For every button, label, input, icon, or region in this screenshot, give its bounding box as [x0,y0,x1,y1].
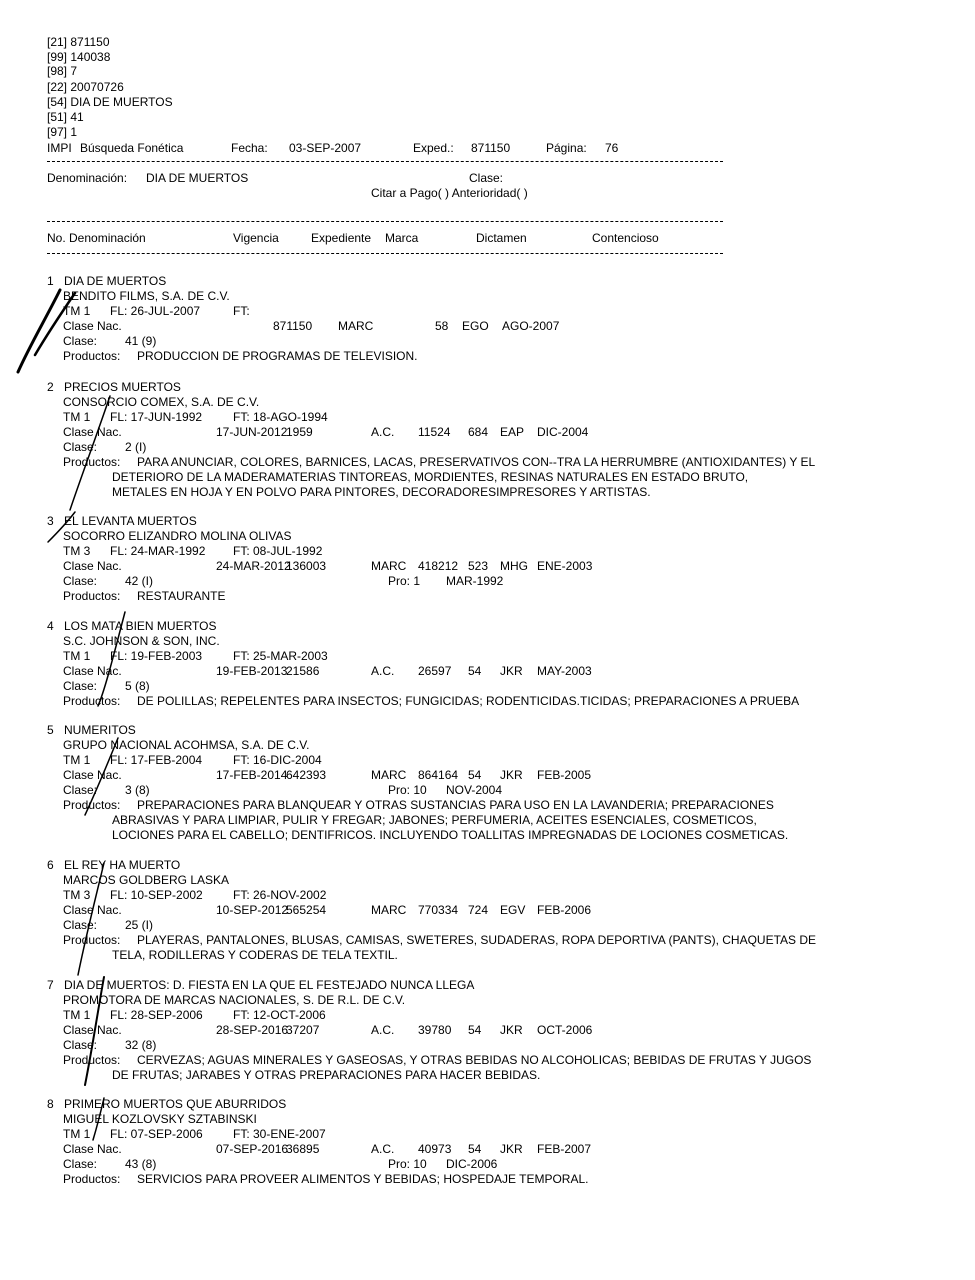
column-header: Dictamen [476,231,527,245]
record-dictamen-date: FEB-2007 [537,1142,592,1156]
record-fl: FL: 26-JUL-2007 [110,304,201,318]
record-dictamen-date: DIC-2004 [537,425,589,439]
record-pro-date: NOV-2004 [446,783,503,797]
record-marca: MARC [371,559,407,573]
record-clase-nac: Clase Nac. [63,903,122,917]
record-ft: FT: [233,304,250,318]
record-clase-nac: Clase Nac. [63,664,122,678]
record-clase-value: 41 (9) [125,334,157,348]
record-clase-nac: Clase Nac. [63,768,122,782]
fecha-value: 03-SEP-2007 [289,141,362,155]
record-examiner: JKR [500,1023,523,1037]
record-pro-date: DIC-2006 [446,1157,498,1171]
record-dictamen: 54 [468,768,482,782]
record-expediente: 1959 [286,425,313,439]
record-ft: FT: 30-ENE-2007 [233,1127,326,1141]
divider [47,253,723,254]
record-pro: Pro: 1 [388,574,421,588]
header-code: [98] 7 [47,64,78,78]
column-header: No. Denominación [47,231,146,245]
record-productos-line: METALES EN HOJA Y EN POLVO PARA PINTORES, DECORADORESIMPRESORES Y ARTISTAS. [112,485,651,499]
record-ft: FT: 12-OCT-2006 [233,1008,326,1022]
column-header: Expediente [311,231,372,245]
record-productos-label: Productos: [63,589,121,603]
record-examiner: EGV [500,903,526,917]
record-marca: A.C. [371,664,395,678]
record-ft: FT: 18-AGO-1994 [233,410,328,424]
record-vigencia: 28-SEP-2016 [216,1023,289,1037]
record-marca: A.C. [371,425,395,439]
check-mark-stroke [18,290,60,372]
record-number: 5 [47,723,54,737]
citar-text: Citar a Pago( ) Anterioridad( ) [371,186,528,200]
record-pro: Pro: 10 [388,1157,427,1171]
record-vigencia: 07-SEP-2016 [216,1142,289,1156]
record-ft: FT: 08-JUL-1992 [233,544,323,558]
header-code: [51] 41 [47,110,84,124]
record-clase-value: 43 (8) [125,1157,157,1171]
record-dictamen: 58 [435,319,449,333]
record-fl: FL: 17-JUN-1992 [110,410,203,424]
record-productos-line: ABRASIVAS Y PARA LIMPIAR, PULIR Y FREGAR; JABONES; PERFUMERIA, ACEITES ESENCIALES, COSMETICOS, [112,813,757,827]
record-clase-label: Clase: [63,679,98,693]
record-number: 8 [47,1097,54,1111]
record-examiner: JKR [500,768,523,782]
record-fl: FL: 24-MAR-1992 [110,544,206,558]
record-number: 4 [47,619,54,633]
record-clase-label: Clase: [63,440,98,454]
record-clase-value: 5 (8) [125,679,150,693]
record-registro: 40973 [418,1142,452,1156]
record-owner: S.C. JOHNSON & SON, INC. [63,634,220,648]
record-productos-line: RESTAURANTE [137,589,226,603]
record-denominacion: EL LEVANTA MUERTOS [64,514,197,528]
record-owner: SOCORRO ELIZANDRO MOLINA OLIVAS [63,529,292,543]
record-registro: 770334 [418,903,459,917]
record-examiner: EGO [462,319,489,333]
record-expediente: 871150 [273,319,313,333]
record-owner: CONSORCIO COMEX, S.A. DE C.V. [63,395,260,409]
record-ft: FT: 25-MAR-2003 [233,649,328,663]
record-fl: FL: 28-SEP-2006 [110,1008,203,1022]
record-number: 3 [47,514,54,528]
record-dictamen: 523 [468,559,489,573]
record-clase-label: Clase: [63,1038,98,1052]
record-number: 2 [47,380,54,394]
record-ft: FT: 26-NOV-2002 [233,888,327,902]
record-clase-nac: Clase Nac. [63,1023,122,1037]
record-productos-line: DETERIORO DE LA MADERAMATERIAS TINTOREAS, MORDIENTES, RESINAS NATURALES EN ESTADO BRUTO, [112,470,749,484]
record-registro: 26597 [418,664,452,678]
record-clase-nac: Clase Nac. [63,425,122,439]
impi-label: IMPI [47,141,72,155]
record-marca: MARC [371,768,407,782]
record-clase-label: Clase: [63,574,98,588]
record-owner: GRUPO NACIONAL ACOHMSA, S.A. DE C.V. [63,738,310,752]
record-vigencia: 17-JUN-2012 [216,425,288,439]
exped-label: Exped.: [413,141,454,155]
record-expediente: 565254 [286,903,327,917]
record-registro: 11524 [418,425,451,439]
record-dictamen-date: MAY-2003 [537,664,592,678]
header-code: [97] 1 [47,125,78,139]
record-owner: MIGUEL KOZLOVSKY SZTABINSKI [63,1112,257,1126]
record-marca: MARC [338,319,374,333]
record-productos-line: PLAYERAS, PANTALONES, BLUSAS, CAMISAS, SWETERES, SUDADERAS, ROPA DEPORTIVA (PANTS), CHAQUETAS DE [137,933,817,947]
record-examiner: JKR [500,664,523,678]
record-dictamen-date: FEB-2006 [537,903,592,917]
record-dictamen: 54 [468,1023,482,1037]
column-header: Contencioso [592,231,659,245]
record-clase-value: 42 (I) [125,574,154,588]
record-examiner: JKR [500,1142,523,1156]
divider [47,161,723,162]
record-fl: FL: 07-SEP-2006 [110,1127,203,1141]
record-denominacion: PRECIOS MUERTOS [64,380,181,394]
record-owner: MARCOS GOLDBERG LASKA [63,873,230,887]
record-clase-value: 3 (8) [125,783,150,797]
record-fl: FL: 17-FEB-2004 [110,753,203,767]
record-productos-line: LOCIONES PARA EL CABELLO; DENTIFRICOS. INCLUYENDO TOALLITAS IMPREGNADAS DE LOCIONES COSMETICAS. [112,828,789,842]
denominacion-label: Denominación: [47,171,128,185]
record-ft: FT: 16-DIC-2004 [233,753,322,767]
record-clase-nac: Clase Nac. [63,319,122,333]
record-dictamen: 54 [468,664,482,678]
record-registro: 418212 [418,559,459,573]
record-registro: 864164 [418,768,459,782]
record-fl: FL: 10-SEP-2002 [110,888,203,902]
record-tm: TM 1 [63,1127,91,1141]
record-dictamen-date: AGO-2007 [502,319,560,333]
record-number: 1 [47,274,54,288]
record-productos-line: PARA ANUNCIAR, COLORES, BARNICES, LACAS, PRESERVATIVOS CON--TRA LA HERRUMBRE (ANTIOXIDANTES) Y EL [137,455,816,469]
record-productos-line: DE FRUTAS; JARABES Y OTRAS PREPARACIONES PARA HACER BEBIDAS. [112,1068,541,1082]
record-vigencia: 17-FEB-2014 [216,768,288,782]
record-clase-label: Clase: [63,1157,98,1171]
record-pro-date: MAR-1992 [446,574,504,588]
record-tm: TM 1 [63,649,91,663]
record-dictamen-date: ENE-2003 [537,559,593,573]
record-owner: PROMOTORA DE MARCAS NACIONALES, S. DE R.L. DE C.V. [63,993,406,1007]
record-clase-nac: Clase Nac. [63,1142,122,1156]
record-clase-value: 25 (I) [125,918,154,932]
record-productos-line: DE POLILLAS; REPELENTES PARA INSECTOS; FUNGICIDAS; RODENTICIDAS.TICIDAS; PREPARACIONES A PRUEBA [137,694,800,708]
record-dictamen-date: OCT-2006 [537,1023,593,1037]
record-denominacion: NUMERITOS [64,723,136,737]
header-code: [54] DIA DE MUERTOS [47,95,173,109]
record-productos-label: Productos: [63,1172,121,1186]
record-productos-line: TELA, RODILLERAS Y CODERAS DE TELA TEXTIL. [112,948,398,962]
record-vigencia: 10-SEP-2012 [216,903,289,917]
record-marca: A.C. [371,1142,395,1156]
record-pro: Pro: 10 [388,783,427,797]
record-expediente: 642393 [286,768,327,782]
record-expediente: 37207 [286,1023,320,1037]
record-productos-line: PREPARACIONES PARA BLANQUEAR Y OTRAS SUSTANCIAS PARA USO EN LA LAVANDERIA; PREPARACIONES [137,798,774,812]
record-vigencia: 24-MAR-2012 [216,559,291,573]
record-owner: BENDITO FILMS, S.A. DE C.V. [63,289,230,303]
record-productos-line: SERVICIOS PARA PROVEER ALIMENTOS Y BEBIDAS; HOSPEDAJE TEMPORAL. [137,1172,589,1186]
header-code: [99] 140038 [47,50,111,64]
record-denominacion: EL REY HA MUERTO [64,858,181,872]
record-expediente: 136003 [286,559,327,573]
record-productos-label: Productos: [63,933,121,947]
record-fl: FL: 19-FEB-2003 [110,649,203,663]
record-number: 7 [47,978,54,992]
record-productos-label: Productos: [63,798,121,812]
record-marca: MARC [371,903,407,917]
record-clase-label: Clase: [63,783,98,797]
record-productos-label: Productos: [63,1053,121,1067]
record-marca: A.C. [371,1023,395,1037]
record-registro: 39780 [418,1023,452,1037]
pagina-label: Página: [546,141,587,155]
record-dictamen: 724 [468,903,489,917]
exped-value: 871150 [471,141,511,155]
record-dictamen: 684 [468,425,489,439]
column-header: Vigencia [233,231,279,245]
record-clase-label: Clase: [63,334,98,348]
record-tm: TM 3 [63,888,91,902]
denominacion-value: DIA DE MUERTOS [146,171,249,185]
record-tm: TM 1 [63,753,91,767]
fecha-label: Fecha: [231,141,268,155]
record-tm: TM 3 [63,544,91,558]
record-expediente: 36895 [286,1142,320,1156]
record-denominacion: PRIMERO MUERTOS QUE ABURRIDOS [64,1097,287,1111]
record-productos-label: Productos: [63,349,121,363]
record-clase-nac: Clase Nac. [63,559,122,573]
record-dictamen-date: FEB-2005 [537,768,592,782]
search-type: Búsqueda Fonética [80,141,184,155]
record-examiner: MHG [500,559,528,573]
record-productos-line: PRODUCCION DE PROGRAMAS DE TELEVISION. [137,349,418,363]
record-denominacion: DIA DE MUERTOS [64,274,167,288]
record-tm: TM 1 [63,410,91,424]
record-tm: TM 1 [63,304,91,318]
divider [47,221,723,222]
record-clase-value: 2 (I) [125,440,147,454]
record-denominacion: DIA DE MUERTOS: D. FIESTA EN LA QUE EL FESTEJADO NUNCA LLEGA [64,978,475,992]
record-productos-label: Productos: [63,455,121,469]
header-code: [22] 20070726 [47,80,124,94]
clase-label: Clase: [469,171,504,185]
record-tm: TM 1 [63,1008,91,1022]
record-examiner: EAP [500,425,525,439]
record-dictamen: 54 [468,1142,482,1156]
header-code: [21] 871150 [47,35,110,49]
record-denominacion: LOS MATA BIEN MUERTOS [64,619,217,633]
pagina-value: 76 [605,141,619,155]
record-productos-line: CERVEZAS; AGUAS MINERALES Y GASEOSAS, Y OTRAS BEBIDAS NO ALCOHOLICAS; BEBIDAS DE FRUTAS Y JUGOS [137,1053,812,1067]
record-expediente: 21586 [286,664,320,678]
record-clase-value: 32 (8) [125,1038,157,1052]
record-productos-label: Productos: [63,694,121,708]
record-clase-label: Clase: [63,918,98,932]
record-vigencia: 19-FEB-2013 [216,664,288,678]
column-header: Marca [385,231,419,245]
record-number: 6 [47,858,54,872]
